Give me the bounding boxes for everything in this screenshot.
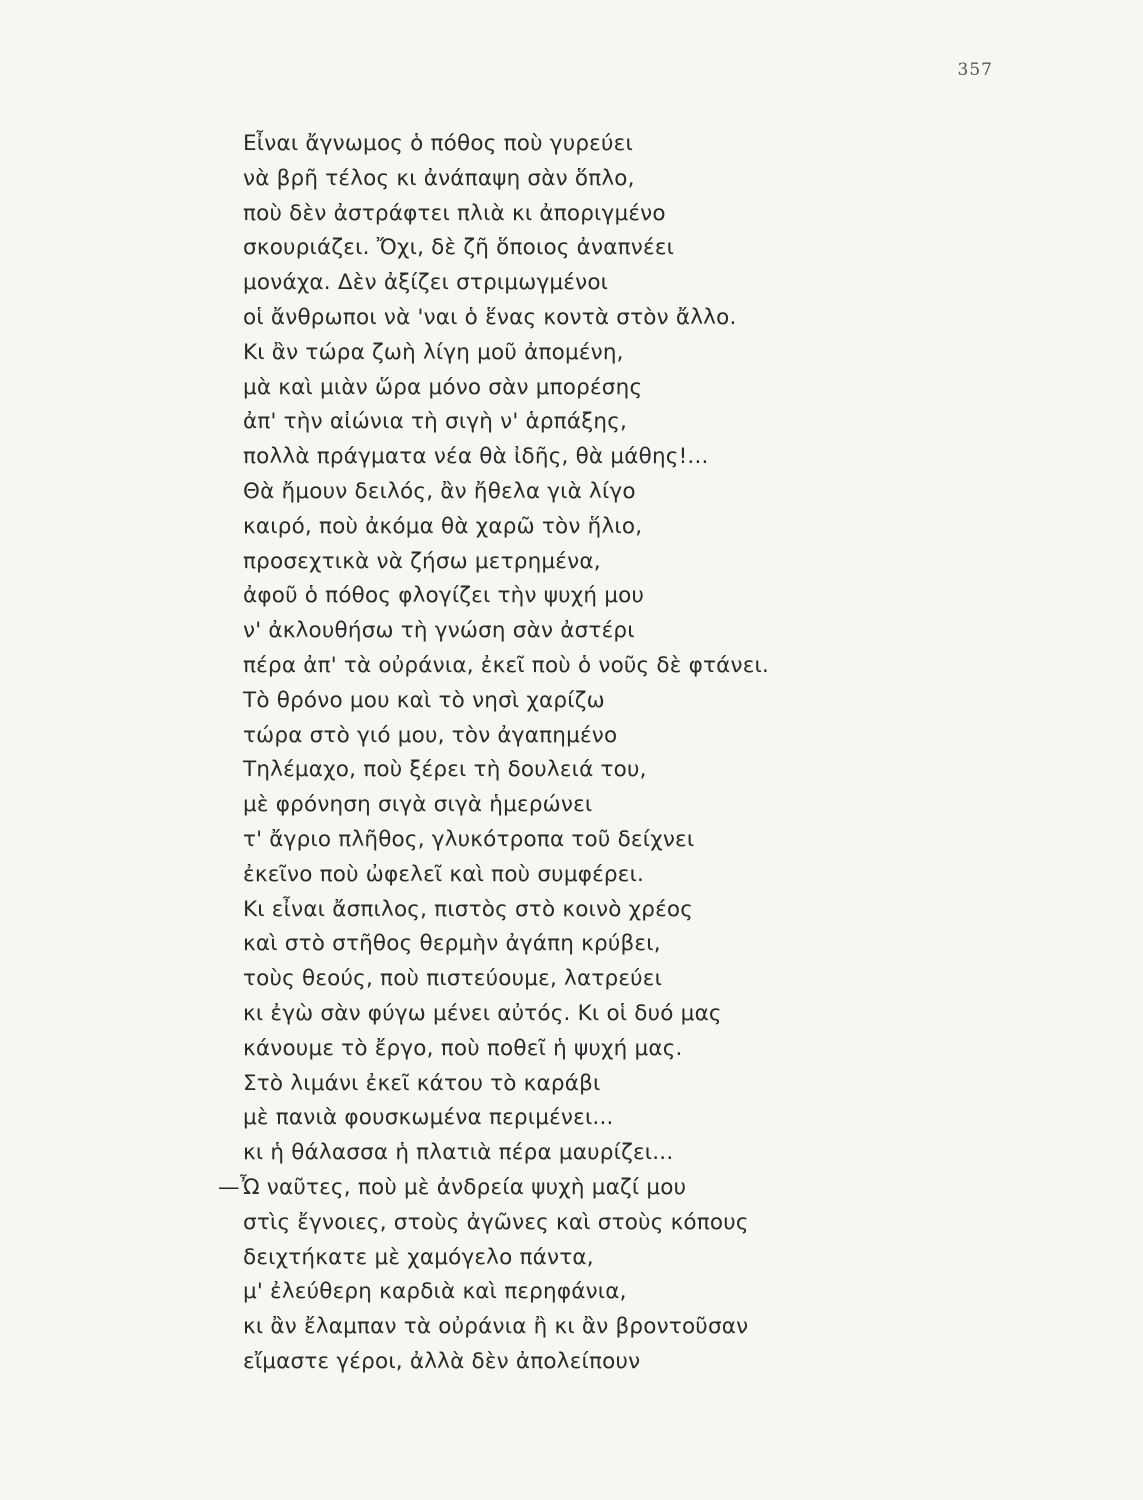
poem-line: νὰ βρῆ τέλος κι ἀνάπαψη σὰν ὅπλο, xyxy=(243,165,635,191)
poem-line: τοὺς θεούς, ποὺ πιστεύουμε, λατρεύει xyxy=(243,966,663,992)
poem-line: εἴμαστε γέροι, ἀλλὰ δὲν ἀπολείπουν xyxy=(243,1348,641,1374)
poem-text xyxy=(218,127,1003,1380)
poem-line: Στὸ λιμάνι ἐκεῖ κάτου τὸ καράβι xyxy=(243,1070,601,1096)
poem-line: μ' ἐλεύθερη καρδιὰ καὶ περηφάνια, xyxy=(243,1279,627,1305)
poem-line: Τὸ θρόνο μου καὶ τὸ νησὶ χαρίζω xyxy=(243,687,605,713)
poem-line: Κι εἶναι ἄσπιλος, πιστὸς στὸ κοινὸ χρέος xyxy=(243,896,694,922)
poem-line: μὲ φρόνηση σιγὰ σιγὰ ἡμερώνει xyxy=(243,792,593,818)
poem-line: τ' ἄγριο πλῆθος, γλυκότροπα τοῦ δείχνει xyxy=(243,826,695,852)
poem-line: μὲ πανιὰ φουσκωμένα περιμένει... xyxy=(243,1105,614,1131)
poem-line: μονάχα. Δὲν ἀξίζει στριμωγμένοι xyxy=(243,270,609,296)
poem-line: δειχτήκατε μὲ χαμόγελο πάντα, xyxy=(243,1244,594,1270)
poem-line: πολλὰ πράγματα νέα θὰ ἰδῆς, θὰ μάθης!... xyxy=(243,444,709,470)
poem-line: ν' ἀκλουθήσω τὴ γνώση σὰν ἀστέρι xyxy=(243,618,635,644)
poem-line: ἐκεῖνο ποὺ ὠφελεῖ καὶ ποὺ συμφέρει. xyxy=(243,861,645,887)
poem-line: καιρό, ποὺ ἀκόμα θὰ χαρῶ τὸν ἥλιο, xyxy=(243,513,643,539)
poem-line: Κι ἂν τώρα ζωὴ λίγη μοῦ ἀπομένη, xyxy=(243,339,624,365)
poem-line: ποὺ δὲν ἀστράφτει πλιὰ κι ἀποριγμένο xyxy=(243,200,666,226)
poem-line: τώρα στὸ γιό μου, τὸν ἀγαπημένο xyxy=(243,722,618,748)
poem-line: καὶ στὸ στῆθος θερμὴν ἀγάπη κρύβει, xyxy=(243,931,661,957)
poem-line: σκουριάζει. Ὄχι, δὲ ζῆ ὅποιος ἀναπνέει xyxy=(243,235,675,261)
poem-line: Θὰ ἤμουν δειλός, ἂν ἤθελα γιὰ λίγο xyxy=(243,478,636,504)
poem-line: κι ἂν ἔλαμπαν τὰ οὐράνια ἢ κι ἂν βροντοῦσαν xyxy=(243,1314,749,1340)
poem-line: κι ἡ θάλασσα ἡ πλατιὰ πέρα μαυρίζει... xyxy=(243,1140,674,1166)
poem-line: Τηλέμαχο, ποὺ ξέρει τὴ δουλειά του, xyxy=(243,757,647,783)
poem-line: κάνουμε τὸ ἔργο, ποὺ ποθεῖ ἡ ψυχή μας. xyxy=(243,1035,683,1061)
poem-line: Εἶναι ἄγνωμος ὁ πόθος ποὺ γυρεύει xyxy=(243,131,633,156)
poem-line: προσεχτικὰ νὰ ζήσω μετρημένα, xyxy=(243,548,601,574)
poem-line: στὶς ἔγνοιες, στοὺς ἀγῶνες καὶ στοὺς κόπους xyxy=(243,1209,749,1235)
poem-line: κι ἐγὼ σὰν φύγω μένει αὐτός. Κι οἱ δυό μας xyxy=(243,1000,722,1026)
poem-line: μὰ καὶ μιὰν ὥρα μόνο σὰν μπορέσης xyxy=(243,374,643,400)
poem-line: πέρα ἀπ' τὰ οὐράνια, ἐκεῖ ποὺ ὁ νοῦς δὲ φτάνει. xyxy=(243,652,770,678)
poem-line: ἀπ' τὴν αἰώνια τὴ σιγὴ ν' ἁρπάξης, xyxy=(243,409,628,435)
poem-line: οἱ ἄνθρωποι νὰ 'ναι ὁ ἕνας κοντὰ στὸν ἄλλο. xyxy=(243,304,737,330)
poem-line: ἀφοῦ ὁ πόθος φλογίζει τὴν ψυχή μου xyxy=(243,583,645,609)
page-number: 357 xyxy=(957,60,993,80)
poem-line-dialogue: —Ὦ ναῦτες, ποὺ μὲ ἀνδρεία ψυχὴ μαζί μου xyxy=(218,1174,687,1200)
